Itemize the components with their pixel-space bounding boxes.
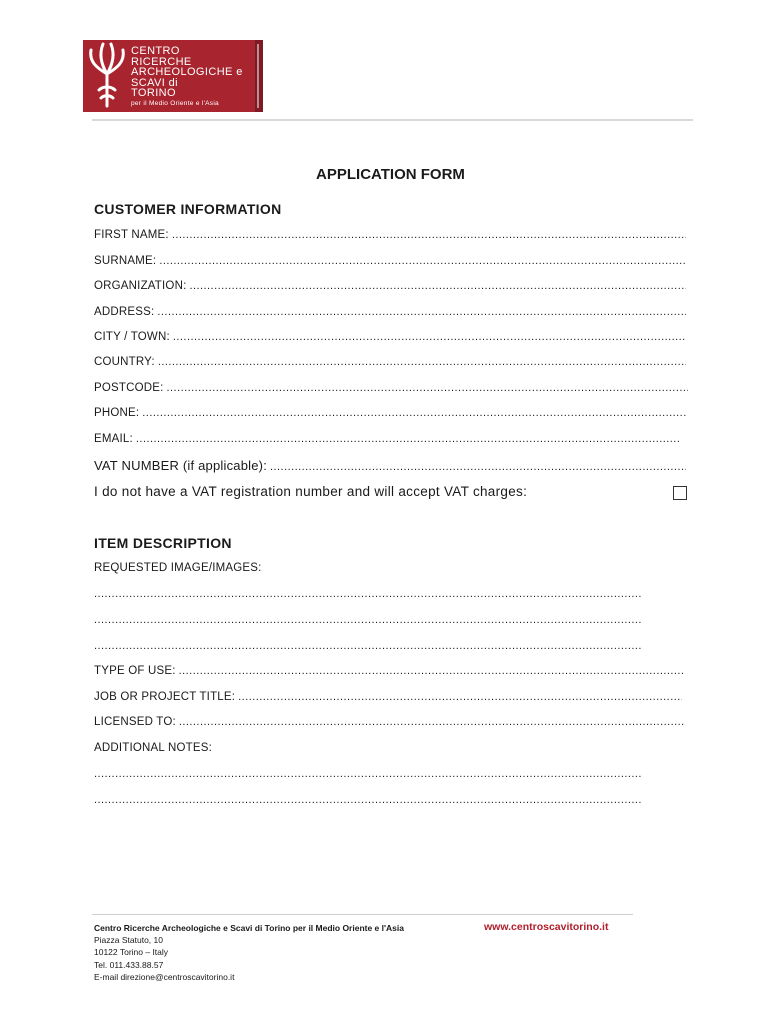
logo-line: ARCHEOLOGICHE e xyxy=(131,66,243,79)
additional-notes-line-2[interactable] xyxy=(94,794,682,808)
item-description-heading: ITEM DESCRIPTION xyxy=(94,535,232,551)
logo-line: SCAVI di xyxy=(131,76,179,89)
vat-number-input-line[interactable] xyxy=(270,458,686,473)
form-title: APPLICATION FORM xyxy=(316,166,465,183)
header-divider xyxy=(92,119,693,121)
licensed-to-field[interactable] xyxy=(94,716,684,728)
surname-input-line[interactable] xyxy=(159,255,686,267)
no-vat-statement: I do not have a VAT registration number and will accept VAT charges: xyxy=(94,484,528,499)
first-name-input-line[interactable] xyxy=(172,229,686,241)
type-of-use-label: TYPE OF USE: xyxy=(94,665,176,677)
surname-label: SURNAME: xyxy=(94,255,157,267)
requested-images-label: REQUESTED IMAGE/IMAGES: xyxy=(94,562,262,574)
licensed-to-label: LICENSED TO: xyxy=(94,716,176,728)
type-of-use-field[interactable] xyxy=(94,665,684,677)
footer xyxy=(94,922,404,983)
footer-phone: Tel. 011.433.88.57 xyxy=(94,959,164,970)
job-title-label: JOB OR PROJECT TITLE: xyxy=(94,691,236,703)
customer-information-heading: CUSTOMER INFORMATION xyxy=(94,201,282,217)
logo-line: CENTRO xyxy=(131,45,180,57)
additional-notes-label: ADDITIONAL NOTES: xyxy=(94,742,212,754)
additional-notes-line-1[interactable] xyxy=(94,768,682,782)
organization-field[interactable] xyxy=(94,280,686,292)
organization-input-line[interactable] xyxy=(189,280,686,292)
footer-email: E-mail direzione@centroscavitorino.it xyxy=(94,971,235,982)
phone-input-line[interactable] xyxy=(142,407,686,419)
country-input-line[interactable] xyxy=(158,356,686,368)
footer-city: 10122 Torino – Italy xyxy=(94,947,169,958)
footer-street: Piazza Statuto, 10 xyxy=(94,935,163,946)
no-vat-checkbox[interactable] xyxy=(673,486,687,500)
first-name-field[interactable] xyxy=(94,229,686,241)
website-link[interactable]: www.centroscavitorino.it xyxy=(484,921,609,933)
licensed-to-input-line[interactable] xyxy=(179,716,684,728)
address-input-line[interactable] xyxy=(157,306,686,318)
footer-organization: Centro Ricerche Archeologiche e Scavi di Torino per il Medio Oriente e l'Asia xyxy=(94,923,404,933)
country-label: COUNTRY: xyxy=(94,356,155,368)
surname-field[interactable] xyxy=(94,255,686,267)
requested-images-line-2[interactable] xyxy=(94,614,682,628)
logo-line: RICERCHE xyxy=(131,55,192,68)
job-title-field[interactable] xyxy=(94,691,682,703)
job-title-input-line[interactable] xyxy=(238,691,682,703)
address-field[interactable] xyxy=(94,306,686,318)
postcode-field[interactable] xyxy=(94,382,688,394)
city-field[interactable] xyxy=(94,331,686,343)
city-label: CITY / TOWN: xyxy=(94,331,170,343)
footer-divider xyxy=(92,914,633,915)
logo-subline: per il Medio Oriente e l'Asia xyxy=(131,99,219,107)
vat-number-label: VAT NUMBER (if applicable): xyxy=(94,458,268,473)
type-of-use-input-line[interactable] xyxy=(179,665,684,677)
email-field[interactable] xyxy=(94,433,688,445)
logo-line: TORINO xyxy=(131,87,176,100)
city-input-line[interactable] xyxy=(173,331,686,343)
phone-field[interactable] xyxy=(94,407,686,419)
requested-images-line-1[interactable] xyxy=(94,588,682,602)
vat-number-field[interactable] xyxy=(94,458,686,473)
requested-images-line-3[interactable] xyxy=(94,640,682,654)
address-label: ADDRESS: xyxy=(94,306,155,318)
postcode-label: POSTCODE: xyxy=(94,382,164,394)
phone-label: PHONE: xyxy=(94,407,140,419)
country-field[interactable] xyxy=(94,356,686,368)
logo-text xyxy=(131,46,253,108)
first-name-label: FIRST NAME: xyxy=(94,229,169,241)
email-label: EMAIL: xyxy=(94,433,133,445)
postcode-input-line[interactable] xyxy=(167,382,688,394)
organization-label: ORGANIZATION: xyxy=(94,280,187,292)
email-input-line[interactable] xyxy=(136,433,688,445)
